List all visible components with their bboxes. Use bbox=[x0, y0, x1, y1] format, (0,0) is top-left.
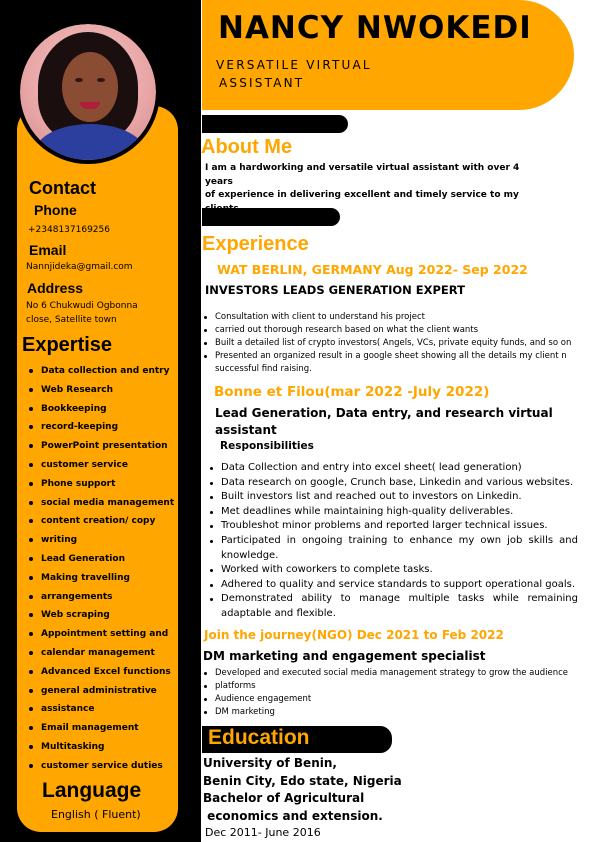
job2-role bbox=[215, 405, 582, 439]
subtitle bbox=[216, 56, 416, 92]
job3-role: DM marketing and engagement specialist bbox=[203, 649, 486, 663]
list-item: Web scraping bbox=[26, 606, 176, 625]
list-item: customer service bbox=[26, 456, 176, 475]
job2-bullets bbox=[209, 461, 578, 622]
list-item: Built investors list and reached out to investors on Linkedin. bbox=[209, 490, 578, 505]
job1-heading: WAT BERLIN, GERMANY Aug 2022- Sep 2022 bbox=[217, 262, 528, 277]
language-value: English ( Fluent) bbox=[51, 808, 141, 821]
job3-heading: Join the journey(NGO) Dec 2021 to Feb 2022 bbox=[204, 628, 504, 642]
job2-responsibilities: Responsibilities bbox=[220, 440, 314, 452]
language-title: Language bbox=[42, 779, 142, 802]
job1-bullet-continuation: successful find raising. bbox=[215, 364, 312, 374]
list-item: content creation/ copy bbox=[26, 512, 176, 531]
list-item: general administrative bbox=[26, 682, 176, 701]
expertise-list bbox=[26, 362, 176, 776]
expertise-title: Expertise bbox=[22, 334, 113, 356]
education-line-4: economics and extension. bbox=[203, 808, 383, 823]
list-item: PowerPoint presentation bbox=[26, 437, 176, 456]
list-item: calendar management bbox=[26, 644, 176, 663]
address-line-1: No 6 Chukwudi Ogbonna bbox=[26, 301, 138, 311]
list-item: arrangements bbox=[26, 588, 176, 607]
contact-title: Contact bbox=[29, 178, 96, 198]
avatar bbox=[16, 20, 160, 164]
list-item: writing bbox=[26, 531, 176, 550]
list-item: Troubleshot minor problems and reported larger technical issues. bbox=[209, 519, 578, 534]
list-item: Data research on google, Crunch base, Linkedin and various websites. bbox=[209, 476, 578, 491]
list-item: Adhered to quality and service standards to support operational goals. bbox=[209, 578, 578, 593]
profile-photo bbox=[20, 24, 156, 160]
education-details bbox=[203, 755, 402, 825]
list-item-continuation: platforms bbox=[203, 680, 596, 693]
list-item: Making travelling bbox=[26, 569, 176, 588]
list-item: Presented an organized result in a google sheet showing all the details my client n bbox=[203, 350, 596, 363]
list-item: Consultation with client to understand his project bbox=[203, 311, 596, 324]
job2-role-line-2: assistant bbox=[215, 423, 277, 437]
list-item: Worked with coworkers to complete tasks. bbox=[209, 563, 578, 578]
list-item: Demonstrated ability to manage multiple tasks while remaining adaptable and flexible. bbox=[209, 592, 578, 621]
education-line-2: Benin City, Edo state, Nigeria bbox=[203, 773, 402, 788]
list-item: Built a detailed list of crypto investors( Angels, VCs, private equity funds, and so on bbox=[203, 337, 596, 350]
job2-role-line-1: Lead Generation, Data entry, and research virtual bbox=[215, 406, 553, 420]
education-dates: Dec 2011- June 2016 bbox=[205, 826, 321, 839]
list-item: Data collection and entry bbox=[26, 362, 176, 381]
email-label: Email bbox=[29, 242, 67, 258]
email-value: Nannjideka@gmail.com bbox=[26, 262, 133, 272]
list-item: customer service duties bbox=[26, 757, 176, 776]
subtitle-line-2: ASSISTANT bbox=[219, 76, 305, 90]
address-line-2: close, Satellite town bbox=[26, 315, 117, 325]
phone-label: Phone bbox=[34, 202, 77, 218]
education-line-3: Bachelor of Agricultural bbox=[203, 791, 365, 805]
list-item: Web Research bbox=[26, 381, 176, 400]
list-item: Appointment setting and bbox=[26, 625, 176, 644]
list-item: social media management bbox=[26, 494, 176, 513]
phone-value: +2348137169256 bbox=[28, 225, 110, 235]
list-item: Met deadlines while maintaining high-quality deliverables. bbox=[209, 505, 578, 520]
list-item: Audience engagement bbox=[203, 693, 596, 706]
list-item: record-keeping bbox=[26, 418, 176, 437]
list-item: Email management bbox=[26, 719, 176, 738]
list-item: Multitasking bbox=[26, 738, 176, 757]
experience-title: Experience bbox=[202, 233, 309, 255]
job1-role: INVESTORS LEADS GENERATION EXPERT bbox=[205, 283, 465, 297]
job2-heading: Bonne et Filou(mar 2022 -July 2022) bbox=[214, 384, 490, 400]
list-item: Lead Generation bbox=[26, 550, 176, 569]
divider-bar bbox=[202, 115, 348, 133]
divider-bar bbox=[202, 208, 340, 226]
job1-bullets bbox=[203, 311, 596, 363]
subtitle-line-1: VERSATILE VIRTUAL bbox=[216, 58, 372, 72]
list-item: carried out thorough research based on what the client wants bbox=[203, 324, 596, 337]
page-title: NANCY NWOKEDI bbox=[218, 10, 532, 46]
list-item: Bookkeeping bbox=[26, 400, 176, 419]
address-label: Address bbox=[27, 280, 84, 296]
education-title: Education bbox=[208, 726, 310, 749]
list-item: assistance bbox=[26, 700, 176, 719]
list-item: Phone support bbox=[26, 475, 176, 494]
about-line-1: I am a hardworking and versatile virtual assistant with over 4 years bbox=[205, 163, 520, 187]
list-item: Developed and executed social media management strategy to grow the audience bbox=[203, 667, 596, 680]
list-item: DM marketing bbox=[203, 706, 596, 719]
list-item: Advanced Excel functions bbox=[26, 663, 176, 682]
education-line-1: University of Benin, bbox=[203, 756, 337, 770]
list-item: Participated in ongoing training to enhance my own job skills and knowledge. bbox=[209, 534, 578, 563]
list-item: Data Collection and entry into excel sheet( lead generation) bbox=[209, 461, 578, 476]
job3-bullets bbox=[203, 667, 596, 719]
about-line-2: of experience in delivering excellent and timely service to my bbox=[205, 190, 519, 200]
about-title: About Me bbox=[201, 136, 293, 158]
